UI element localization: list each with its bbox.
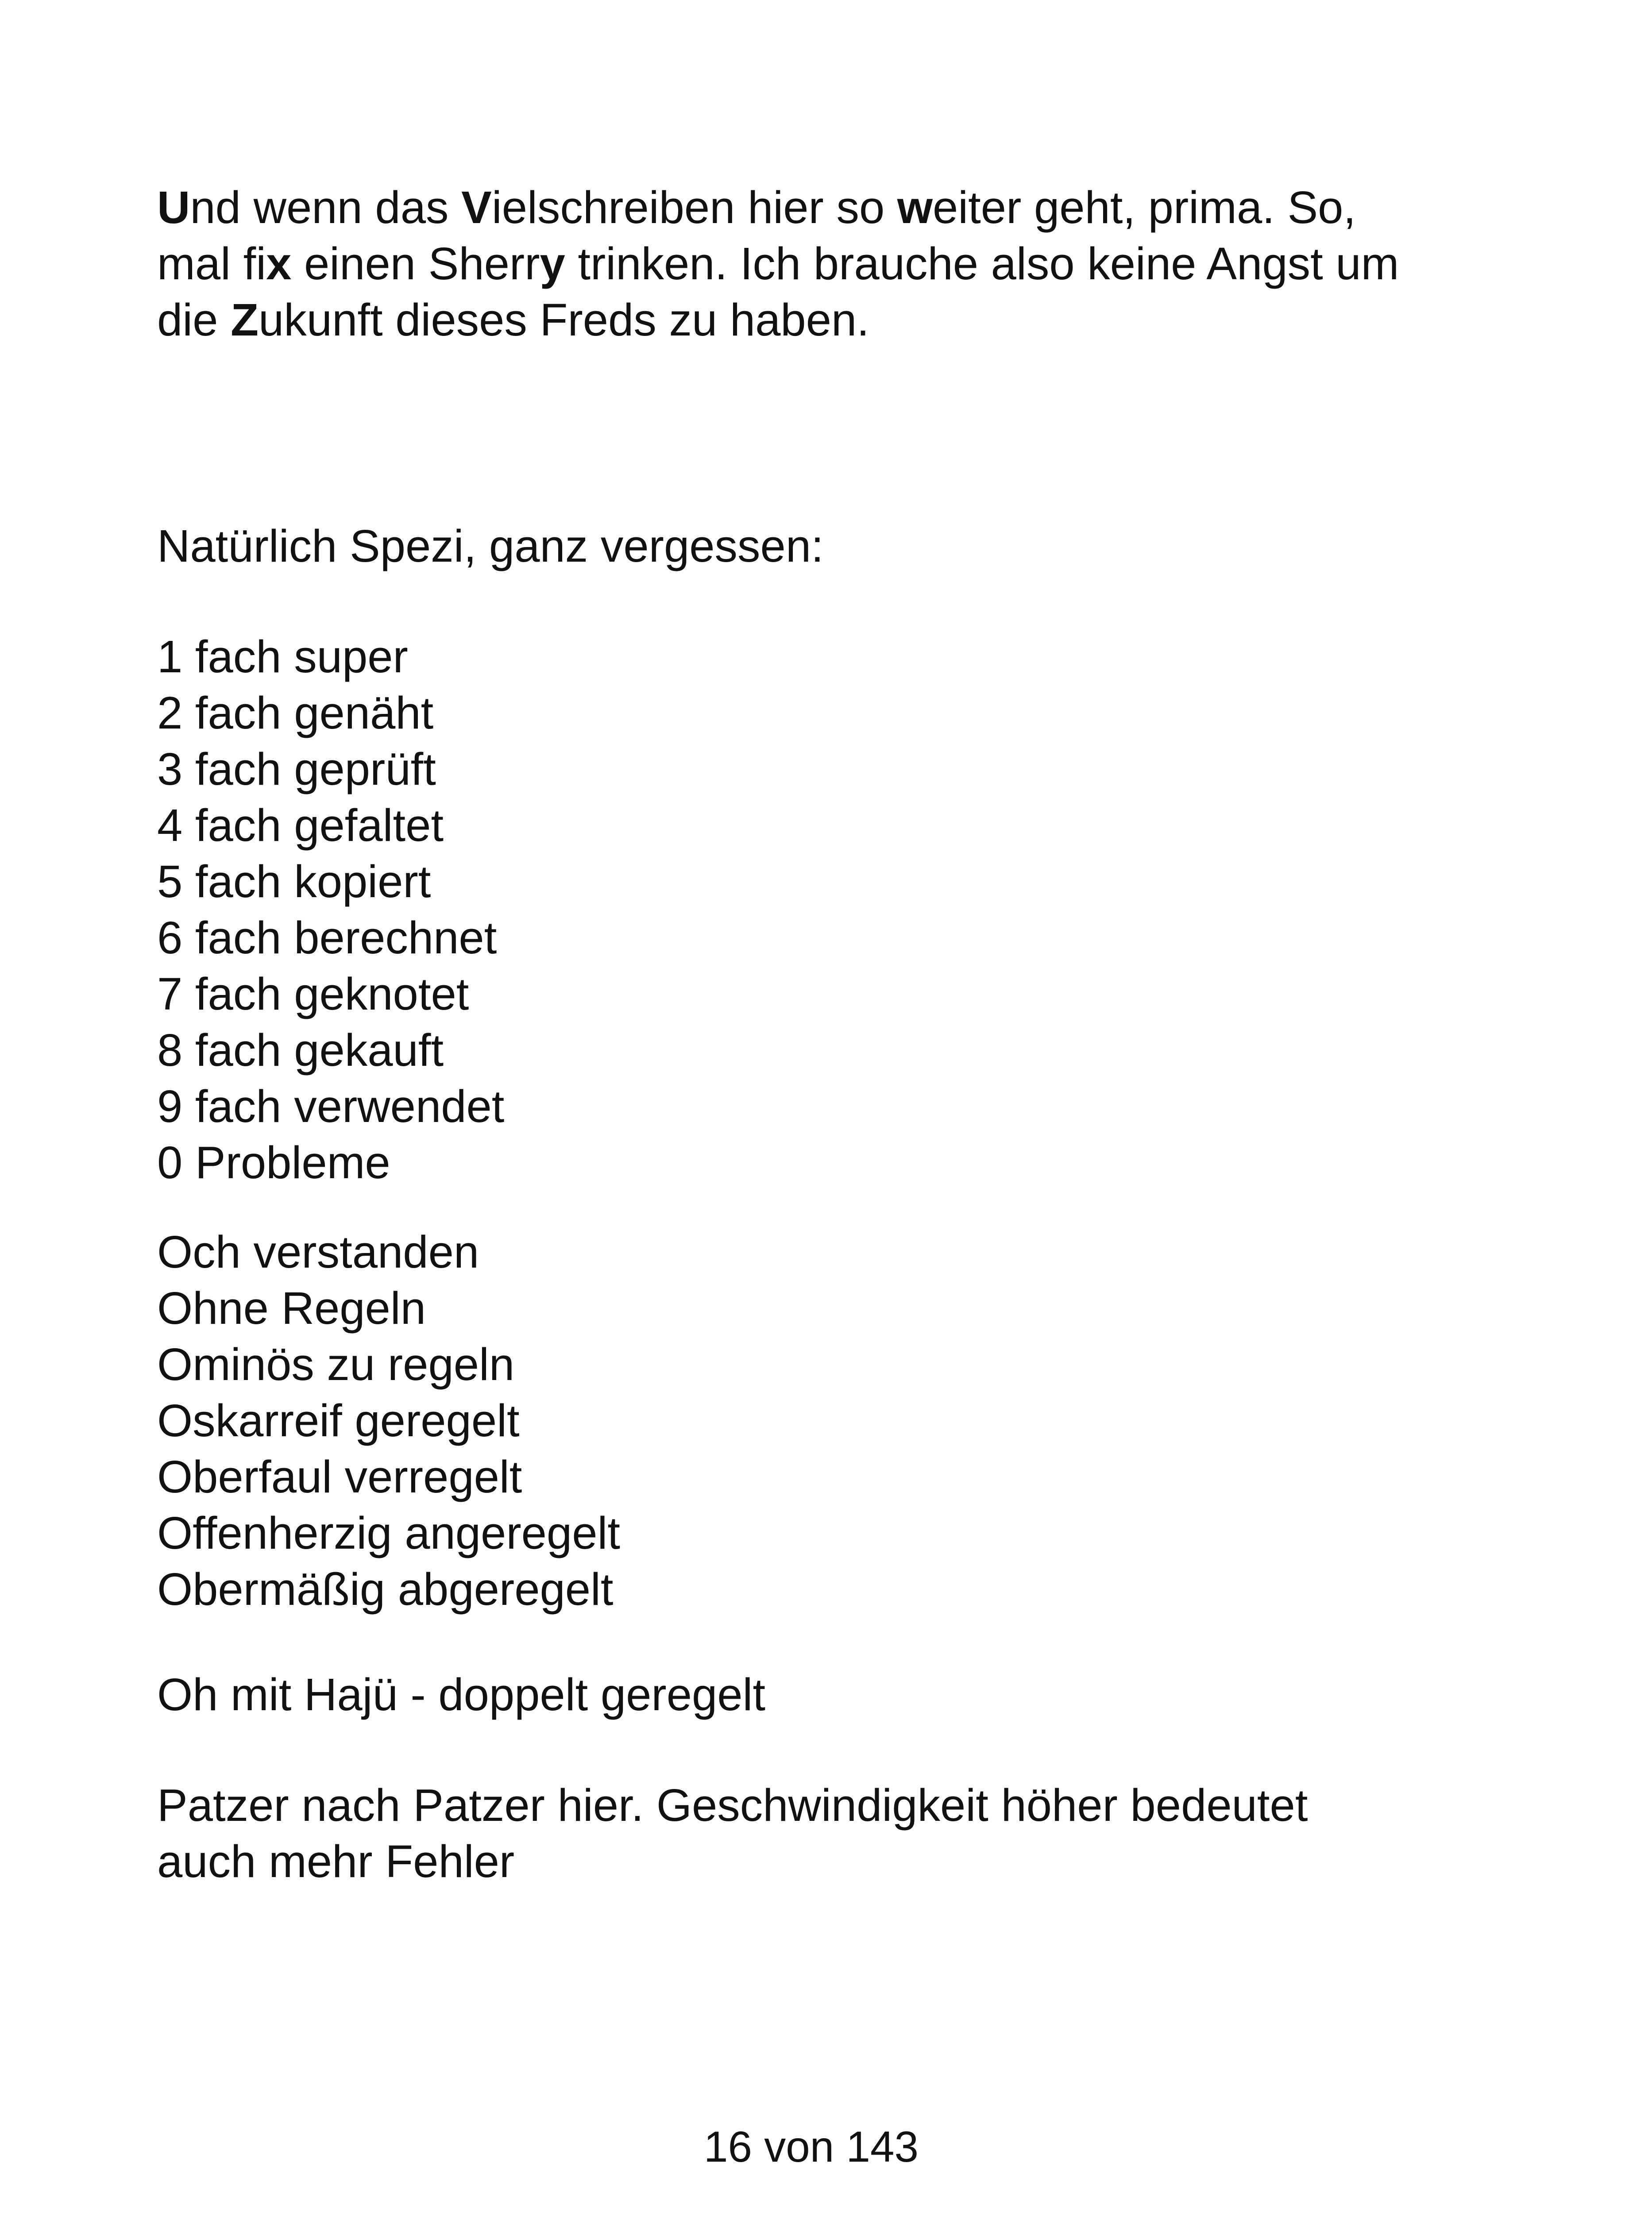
bold-initial: w [897,182,933,233]
patzer-line-1: Patzer nach Patzer hier. Geschwindigkeit höher bedeutet [157,1780,1308,1831]
intro-line-3 [157,292,1507,348]
list-item: Oberfaul verregelt [157,1451,522,1502]
list-item: 6 fach berechnet [157,912,497,963]
list-item: 0 Probleme [157,1137,390,1188]
intro-text: einen Sherr [291,238,540,289]
fach-list [157,628,1507,1191]
patzer-paragraph [157,1777,1507,1889]
list-item: 4 fach gefaltet [157,800,444,851]
intro-text: ukunft dieses Freds zu haben. [259,294,869,345]
intro-text: trinken. Ich brauche also keine Angst um [565,238,1399,289]
list-item: Ohne Regeln [157,1283,426,1334]
spezi-heading: Natürlich Spezi, ganz vergessen: [157,520,824,571]
intro-line-1 [157,179,1507,235]
intro-text: die [157,294,231,345]
list-item: Offenherzig angeregelt [157,1507,620,1558]
bold-initial: U [157,182,190,233]
intro-text: nd wenn das [190,182,462,233]
page-number: 16 von 143 [704,2122,919,2171]
list-item: 2 fach genäht [157,687,434,738]
intro-text: mal fi [157,238,266,289]
list-item: Ominös zu regeln [157,1339,515,1390]
bold-initial: Z [231,294,259,345]
list-item: Oskarreif geregelt [157,1395,520,1446]
bold-initial: V [461,182,492,233]
list-item: 8 fach gekauft [157,1025,444,1076]
intro-line-2 [157,235,1507,292]
list-item: 3 fach geprüft [157,744,436,794]
patzer-line-2: auch mehr Fehler [157,1836,515,1887]
intro-text: eiter geht, prima. So, [933,182,1356,233]
list-item: Obermäßig abgeregelt [157,1564,614,1615]
list-item: Och verstanden [157,1226,479,1277]
list-item: 7 fach geknotet [157,968,469,1019]
list-item: 9 fach verwendet [157,1081,505,1132]
bold-letter: y [540,238,565,289]
intro-paragraph [157,179,1507,348]
bold-letter: x [266,238,292,289]
hajue-line: Oh mit Hajü - doppelt geregelt [157,1669,766,1720]
o-list [157,1224,1507,1617]
list-item: 5 fach kopiert [157,856,431,907]
intro-text: ielschreiben hier so [491,182,897,233]
list-item: 1 fach super [157,631,408,682]
